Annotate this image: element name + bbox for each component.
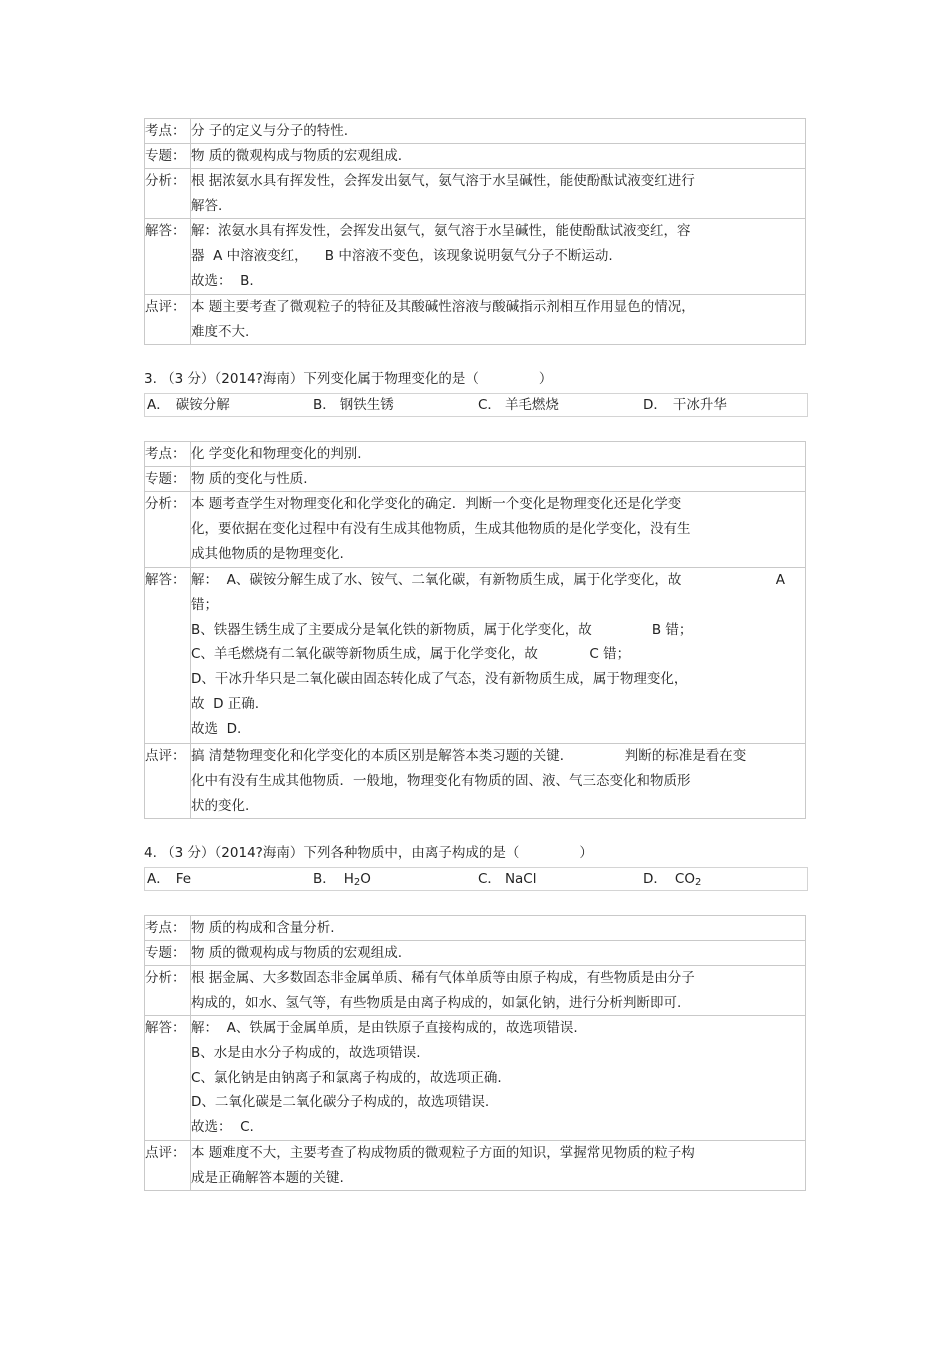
fenxi-line: 构成的，如水、氢气等，有些物质是由离子构成的，如氯化钠，进行分析判断即可. — [191, 994, 682, 1011]
jieda-row — [144, 1015, 806, 1140]
jieda-line: D、干冰升华只是二氧化碳由固态转化成了气态，没有新物质生成，属于物理变化， — [191, 671, 688, 688]
kaodian-text: 化 学变化和物理变化的判别. — [191, 446, 362, 462]
fenxi-line: 本 题考查学生对物理变化和化学变化的确定．判断一个变化是物理变化还是化学变 — [191, 496, 682, 512]
fenxi-line: 根 据浓氨水具有挥发性，会挥发出氨气，氨气溶于水呈碱性，能使酚酞试液变红进行 — [191, 173, 695, 189]
option-letter: C． — [478, 397, 501, 413]
fenxi-row — [144, 491, 806, 567]
formula-h2o — [344, 871, 371, 887]
kaodian-row — [144, 915, 806, 940]
zhuanti-row — [144, 143, 806, 168]
dianping-row — [144, 743, 806, 819]
subscript: 2 — [694, 877, 702, 888]
fenxi-line: 根 据金属、大多数固态非金属单质、稀有气体单质等由原子构成，有些物质是由分子 — [191, 970, 695, 986]
jieda-row — [144, 218, 806, 294]
fenxi-row — [144, 168, 806, 218]
option-letter: D． — [643, 397, 667, 413]
option-text: NaCl — [504, 871, 537, 887]
jieda-line: 错； — [191, 596, 218, 613]
option-text: 干冰升华 — [672, 397, 727, 413]
q4-analysis-table — [144, 915, 806, 1191]
option-text: 羊毛燃烧 — [504, 397, 559, 413]
zhuanti-label: 专题： — [145, 941, 191, 965]
zhuanti-text: 物 质的微观构成与物质的宏观组成. — [191, 945, 403, 961]
zhuanti-row — [144, 466, 806, 491]
zhuanti-label: 专题： — [145, 467, 191, 491]
subscript: 2 — [353, 877, 361, 888]
option-text: H — [343, 871, 354, 887]
jieda-line: 故 D 正确. — [191, 695, 260, 712]
option-letter: B． — [313, 397, 336, 413]
option-a — [147, 868, 191, 890]
jieda-label: 解答： — [145, 1016, 191, 1140]
option-letter: D． — [643, 871, 667, 887]
jieda-line: 器 A 中溶液变红， B 中溶液不变色，该现象说明氨气分子不断运动. — [191, 247, 613, 264]
kaodian-text: 分 子的定义与分子的特性. — [191, 123, 349, 139]
kaodian-label: 考点： — [145, 442, 191, 466]
question-3-title: 3. （3 分）（2014?海南）下列变化属于物理变化的是（ ） — [144, 371, 553, 387]
jieda-line: D、二氧化碳是二氧化碳分子构成的，故选项错误. — [191, 1094, 490, 1111]
jieda-line: 解： A、碳铵分解生成了水、铵气、二氧化碳，有新物质生成，属于化学变化，故 A — [191, 572, 785, 588]
zhuanti-text: 物 质的变化与性质. — [191, 471, 308, 487]
question-4-title: 4. （3 分）（2014?海南）下列各种物质中，由离子构成的是（ ） — [144, 845, 593, 861]
option-text-tail: O — [360, 871, 371, 887]
dianping-line: 难度不大. — [191, 323, 250, 340]
dianping-label: 点评： — [145, 295, 191, 344]
dianping-row — [144, 1140, 806, 1191]
option-a — [147, 394, 230, 416]
fenxi-line: 解答. — [191, 197, 223, 214]
jieda-row — [144, 567, 806, 743]
dianping-line: 本 题主要考查了微观粒子的特征及其酸碱性溶液与酸碱指示剂相互作用显色的情况， — [191, 299, 695, 315]
q2-analysis-table — [144, 118, 806, 345]
option-b — [313, 394, 394, 416]
jieda-label: 解答： — [145, 219, 191, 294]
option-b — [313, 868, 371, 890]
option-text: Fe — [175, 871, 192, 887]
jieda-line: 故选： C. — [191, 1119, 254, 1136]
jieda-line: 故选 D. — [191, 720, 242, 737]
zhuanti-text: 物 质的微观构成与物质的宏观组成. — [191, 148, 403, 164]
zhuanti-row — [144, 940, 806, 965]
fenxi-label: 分析： — [145, 492, 191, 567]
kaodian-row — [144, 118, 806, 143]
jieda-label: 解答： — [145, 568, 191, 743]
option-letter: A． — [147, 397, 170, 413]
zhuanti-label: 专题： — [145, 144, 191, 168]
kaodian-label: 考点： — [145, 916, 191, 940]
option-text: 碳铵分解 — [175, 397, 230, 413]
option-c — [478, 868, 537, 890]
fenxi-label: 分析： — [145, 169, 191, 218]
jieda-line: C、羊毛燃烧有二氧化碳等新物质生成，属于化学变化，故 C 错； — [191, 646, 631, 663]
fenxi-line: 成其他物质的是物理变化. — [191, 545, 344, 562]
option-text: CO — [674, 871, 695, 887]
dianping-line: 化中有没有生成其他物质．一般地，物理变化有物质的固、液、气三态变化和物质形 — [191, 772, 691, 789]
option-letter: B． — [313, 871, 336, 887]
question-4-options — [144, 867, 808, 891]
kaodian-text: 物 质的构成和含量分析. — [191, 920, 335, 936]
kaodian-label: 考点： — [145, 119, 191, 143]
option-text: 钢铁生锈 — [339, 397, 394, 413]
option-letter: A． — [147, 871, 170, 887]
dianping-label: 点评： — [145, 1141, 191, 1190]
dianping-row — [144, 294, 806, 345]
dianping-line: 状的变化. — [191, 797, 250, 814]
dianping-line: 搞 清楚物理变化和化学变化的本质区别是解答本类习题的关键． 判断的标准是看在变 — [191, 748, 747, 764]
option-d — [643, 394, 727, 416]
fenxi-line: 化，要依据在变化过程中有没有生成其他物质，生成其他物质的是化学变化，没有生 — [191, 520, 691, 537]
question-3-options — [144, 393, 808, 417]
option-c — [478, 394, 559, 416]
jieda-line: B、水是由水分子构成的，故选项错误. — [191, 1044, 421, 1061]
jieda-line: 故选： B. — [191, 272, 254, 289]
fenxi-label: 分析： — [145, 966, 191, 1015]
jieda-line: B、铁器生锈生成了主要成分是氧化铁的新物质，属于化学变化，故 B 错； — [191, 621, 693, 638]
q3-analysis-table — [144, 441, 806, 819]
option-d — [643, 868, 701, 890]
kaodian-row — [144, 441, 806, 466]
fenxi-row — [144, 965, 806, 1015]
jieda-line: 解：浓氨水具有挥发性，会挥发出氨气，氨气溶于水呈碱性，能使酚酞试液变红，容 — [191, 223, 691, 239]
dianping-line: 成是正确解答本题的关键. — [191, 1169, 344, 1186]
dianping-line: 本 题难度不大，主要考查了构成物质的微观粒子方面的知识，掌握常见物质的粒子构 — [191, 1145, 695, 1161]
jieda-line: C、氯化钠是由钠离子和氯离子构成的，故选项正确. — [191, 1069, 502, 1086]
formula-co2 — [675, 871, 701, 887]
dianping-label: 点评： — [145, 744, 191, 818]
jieda-line: 解： A、铁属于金属单质，是由铁原子直接构成的，故选项错误. — [191, 1020, 578, 1036]
option-letter: C． — [478, 871, 501, 887]
